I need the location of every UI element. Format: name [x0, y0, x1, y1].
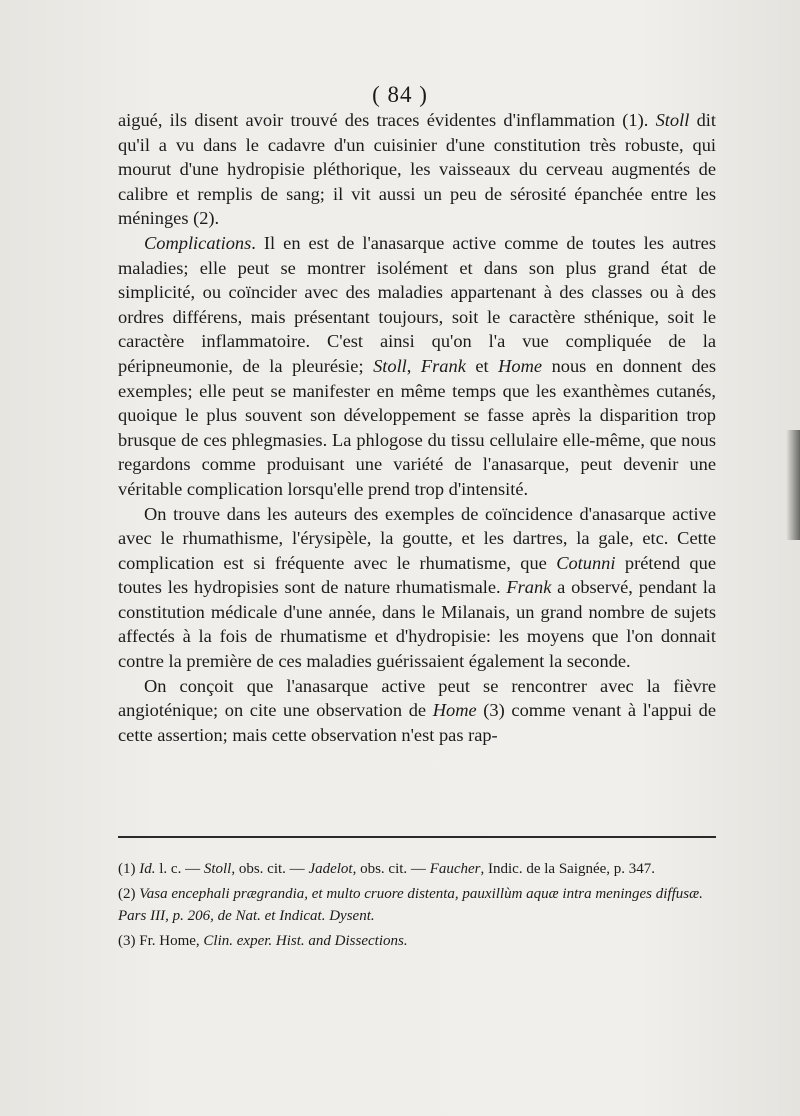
text-run: dit qu'il a vu dans le cadavre d'un cuisinier d'une constitution très robuste, qui mourut d'une hydropisie pléthorique, les vaisseaux du cerveau augmentés de calibre et remplis de sang; il vit aussi un peu de sérosité épanchée entre les méninges (2). [118, 110, 717, 229]
footnote [118, 883, 716, 927]
text-run: . Il en est de l'anasarque active comme de toutes les autres maladies; elle peut se montrer isolément et dans son plus grand état de simplicité, ou coïncider avec des maladies appartenant à des classes ou à des ordres différens, mais présentant toujours, soit le caractère sthénique, soit le caractère inflammatoire. C'est ainsi qu'on l'a vue compliquée de la péripneumonie, de la pleurésie; [118, 232, 716, 376]
text-run: (1) [118, 861, 140, 877]
body-text [118, 108, 716, 747]
text-run: (3) comme venant à l'appui de cette assertion; mais cette observation n'est pas rap- [118, 700, 716, 745]
italic-text: Frank [420, 355, 466, 376]
footnotes [118, 858, 716, 955]
italic-text: Stoll [373, 355, 407, 376]
paragraph [118, 108, 716, 231]
text-run: , obs. cit. — [231, 861, 309, 877]
page-edge-shadow [786, 430, 800, 540]
text-run: l. c. — [155, 861, 204, 877]
italic-text: Complications [144, 232, 252, 253]
italic-text: Stoll [203, 861, 232, 877]
italic-text: Home [432, 700, 477, 721]
text-run: aigué, ils disent avoir trouvé des traces évidentes d'inflammation (1). [118, 110, 656, 130]
page-number: ( 84 ) [372, 82, 428, 107]
text-run: , obs. cit. — [352, 861, 430, 877]
text-run: , [406, 355, 421, 376]
text-run: On conçoit que l'anasarque active peut se rencontrer avec la fièvre angioténique; on cite une observation de [118, 675, 716, 721]
italic-text: Home [498, 355, 543, 376]
italic-text: Stoll [655, 110, 690, 130]
text-run: On trouve dans les auteurs des exemples de coïncidence d'anasarque active avec le rhumathisme, l'érysipèle, la goutte, et les dartres, la gale, etc. Cette complication est si fréquente avec le rhumatisme, que [118, 503, 716, 573]
paragraph [118, 674, 716, 748]
paragraph [118, 231, 716, 502]
italic-text: Faucher [429, 861, 481, 877]
italic-text: Id. [139, 861, 156, 877]
footnote [118, 930, 716, 952]
italic-text: Jadelot [308, 861, 353, 877]
text-run: et [465, 355, 499, 376]
text-run: (3) Fr. Home, [118, 933, 204, 949]
text-run: a observé, pendant la constitution médicale d'une année, dans le Milanais, un grand nombre de sujets affectés à la fois de rhumatisme et d'hydropisie: les moyens que l'on donnait contre la première de ces maladies guérissaient également la seconde. [118, 577, 716, 672]
text-run: (2) [118, 886, 140, 902]
text-run: prétend que toutes les hydropisies sont de nature rhumatismale. [118, 552, 716, 598]
italic-text: Vasa encephali prægrandia, et multo cruore distenta, pauxillùm aquæ intra meninges diffusæ. Pars III, p. 206, de Nat. et Indicat. Dysent. [118, 886, 703, 924]
italic-text: Cotunni [556, 552, 616, 573]
text-run: nous en donnent des exemples; elle peut se manifester en même temps que les exanthèmes cutanés, quoique le plus souvent son développement se fasse après la disparition trop brusque de ces phlegmasies. La phlogose du tissu cellulaire elle-même, que nous regardons comme produisant une variété de l'anasarque, peut devenir une véritable complication lorsqu'elle prend trop d'intensité. [118, 355, 716, 499]
italic-text: Clin. exper. Hist. and Dissections. [203, 933, 408, 949]
italic-text: Frank [506, 577, 552, 598]
footnote-separator-rule [118, 836, 716, 838]
text-run: , Indic. de la Saignée, p. 347. [480, 861, 656, 877]
footnote [118, 858, 716, 880]
paragraph [118, 502, 716, 674]
